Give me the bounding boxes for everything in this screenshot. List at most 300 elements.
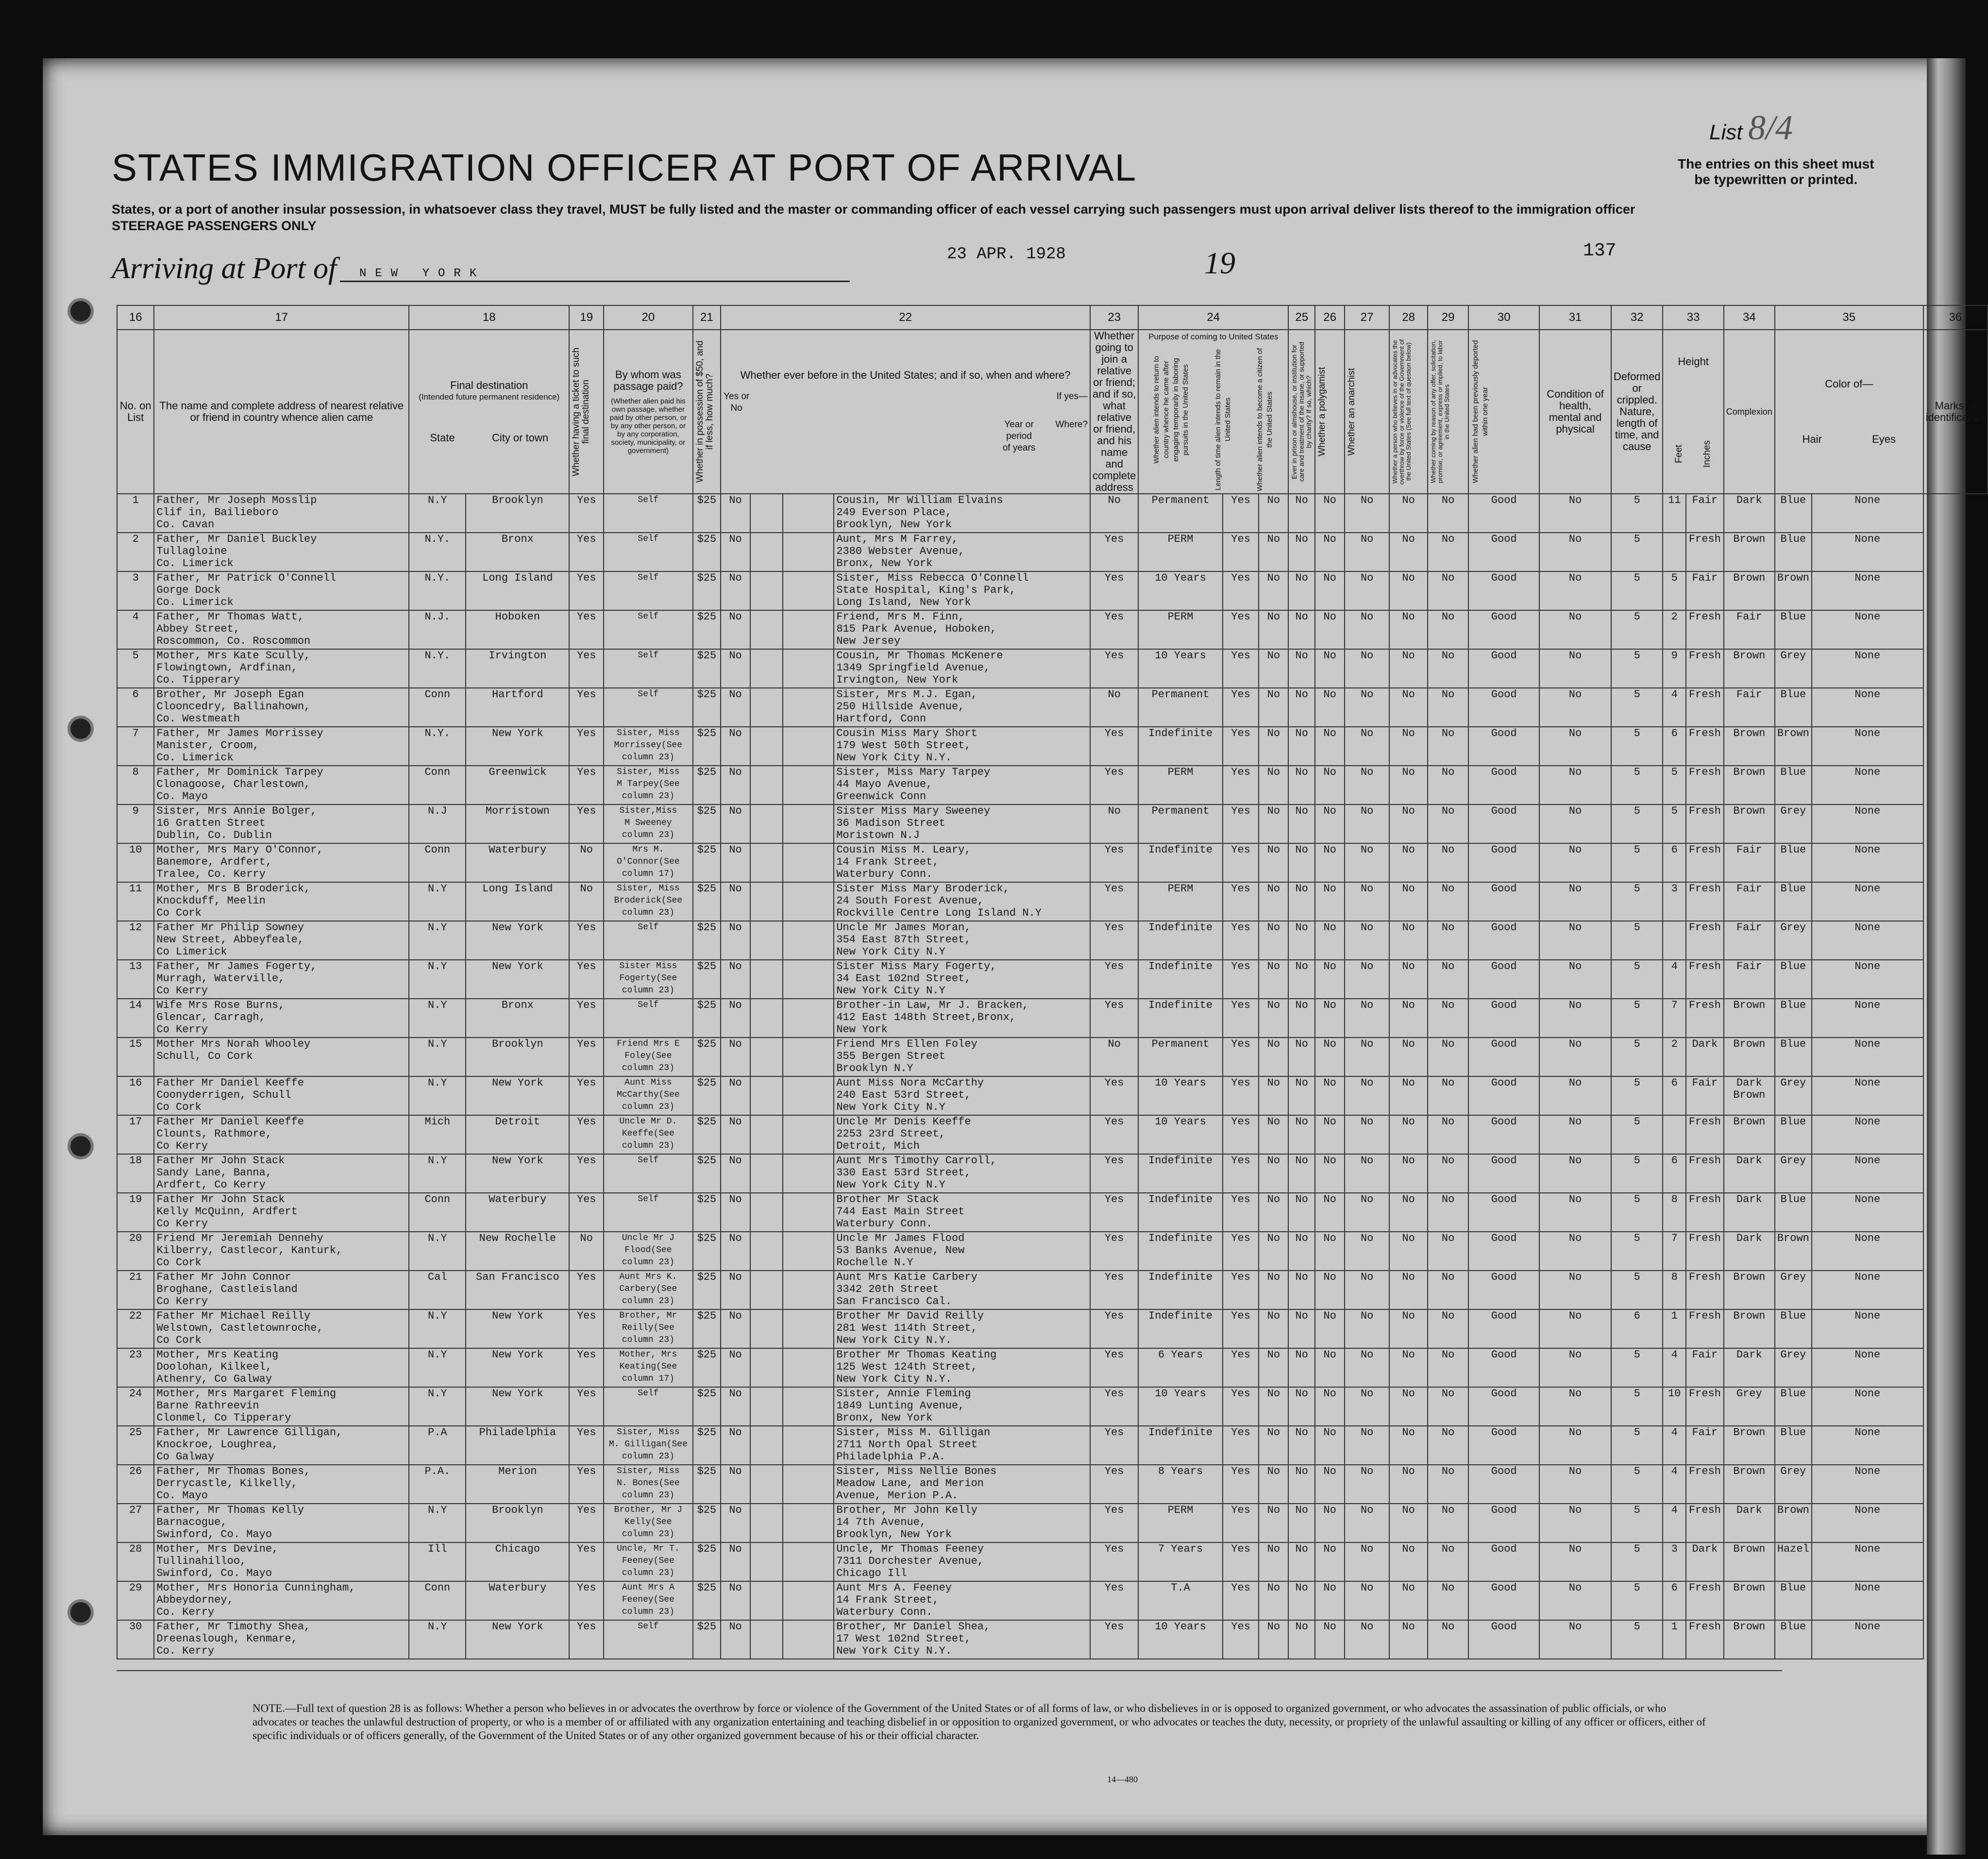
before-where [783,1620,834,1659]
overthrow-value: No [1345,494,1389,533]
col-destination-header [409,330,569,494]
page-number: 137 [1583,240,1617,261]
col-28-header [1389,330,1428,494]
passage-paid: Self [604,494,692,533]
return-intent: Yes [1090,1504,1138,1542]
overthrow-value: No [1345,1038,1389,1076]
before-us: No [721,494,750,533]
dest-state: Mich [409,1115,466,1154]
height-inches: 5 [1663,804,1685,843]
anarchist-value: No [1315,960,1345,999]
marks-value: None [1812,1309,1923,1348]
table-row [117,610,1988,649]
deported-value: No [1428,1504,1468,1542]
deported-value: No [1428,1271,1468,1309]
ticket-value: Yes [569,727,604,766]
ticket-value: Yes [569,804,604,843]
dest-state: N.Y [409,1309,466,1348]
health-value: Good [1468,882,1539,921]
health-value: Good [1468,1581,1539,1620]
row-number: 18 [117,1154,154,1193]
sheet-instructions-line1: The entries on this sheet must [1678,156,1874,171]
prison-value: No [1259,1426,1288,1465]
overthrow-value: No [1345,921,1389,960]
column-number: 26 [1315,305,1345,330]
before-years [750,688,783,727]
overthrow-value: No [1345,1387,1389,1426]
ticket-value: Yes [569,1542,604,1581]
hair-color: Dark [1724,1154,1775,1193]
height-inches: 4 [1663,1504,1685,1542]
anarchist-value: No [1315,1465,1345,1504]
stay-length: Indefinite [1138,1232,1222,1271]
column-header-row [117,330,1988,494]
before-years [750,921,783,960]
before-years [750,1271,783,1309]
money-value: $25 [693,571,721,610]
stay-length: 10 Years [1138,1076,1222,1115]
marks-value: None [1812,610,1923,649]
eye-color: Grey [1775,921,1812,960]
deported-value: No [1428,571,1468,610]
anarchist-value: No [1315,1542,1345,1581]
joining-relative: Sister, Miss M. Gilligan 2711 North Opal Street Philadelphia P.A. [834,1426,1090,1465]
ticket-value: Yes [569,688,604,727]
row-number: 19 [117,1193,154,1232]
before-where [783,610,834,649]
dest-state: N.Y [409,494,466,533]
hair-color: Brown [1724,1426,1775,1465]
joining-relative: Brother, Mr John Kelly 14 7th Avenue, Brooklyn, New York [834,1504,1090,1542]
dest-city: New York [466,921,569,960]
height-inches: 3 [1663,882,1685,921]
table-row [117,804,1988,843]
deformed-value: No [1539,1620,1611,1659]
before-years [750,1154,783,1193]
passage-paid: Self [604,688,692,727]
return-intent: Yes [1090,882,1138,921]
dest-city: Chicago [466,1542,569,1581]
hair-color: Brown [1724,804,1775,843]
dest-state: Conn [409,1193,466,1232]
hair-color: Brown [1724,1271,1775,1309]
height-inches: 9 [1663,649,1685,688]
citizen-intent: Yes [1223,1581,1259,1620]
passage-paid: Sister,Miss M Sweeney column 23) [604,804,692,843]
col-relative-header: The name and complete address of nearest relative or friend in country whence alien came [154,330,409,494]
joining-relative: Uncle Mr James Flood 53 Banks Avenue, New Rochelle N.Y [834,1232,1090,1271]
hair-color: Dark [1724,494,1775,533]
deported-value: No [1428,766,1468,804]
joining-relative: Brother Mr Stack 744 East Main Street Waterbury Conn. [834,1193,1090,1232]
return-intent: Yes [1090,1348,1138,1387]
prison-value: No [1259,1038,1288,1076]
dest-city: New York [466,727,569,766]
before-us: No [721,1426,750,1465]
stay-length: PERM [1138,610,1222,649]
col-30-header [1468,330,1539,494]
prison-value: No [1259,1232,1288,1271]
deformed-value: No [1539,1038,1611,1076]
relative-address: Father Mr John Stack Sandy Lane, Banna, Ardfert, Co Kerry [154,1154,409,1193]
column-number: 16 [117,305,154,330]
deported-value: No [1428,921,1468,960]
return-intent: Yes [1090,1620,1138,1659]
height-feet: 5 [1611,766,1663,804]
row-number: 7 [117,727,154,766]
before-where [783,727,834,766]
polygamist-value: No [1288,1465,1315,1504]
eye-color: Blue [1775,882,1812,921]
anarchist-value: No [1315,1426,1345,1465]
passage-paid: Sister, Miss M. Gilligan(See column 23) [604,1426,692,1465]
row-number: 23 [117,1348,154,1387]
return-intent: Yes [1090,1387,1138,1426]
eye-color: Blue [1775,999,1812,1038]
joining-relative: Aunt Mrs Katie Carbery 3342 20th Street San Francisco Cal. [834,1271,1090,1309]
table-row [117,960,1988,999]
prison-value: No [1259,1309,1288,1348]
eye-color: Brown [1775,727,1812,766]
where-label: Where? [1055,419,1088,430]
table-row [117,882,1988,921]
row-number: 8 [117,766,154,804]
relative-address: Father Mr John Connor Broghane, Castleisland Co Kerry [154,1271,409,1309]
citizen-intent: Yes [1223,999,1259,1038]
anarchist-label: Whether an anarchist [1347,368,1357,456]
eye-color: Grey [1775,804,1812,843]
dest-city: Waterbury [466,1581,569,1620]
height-inches: 5 [1663,571,1685,610]
height-inches [1663,921,1685,960]
passage-paid: Sister, Miss Morrissey(See column 23) [604,727,692,766]
return-intent: Yes [1090,1232,1138,1271]
height-feet: 5 [1611,1581,1663,1620]
height-feet: 5 [1611,882,1663,921]
passage-paid: Self [604,533,692,571]
dest-city: Brooklyn [466,1038,569,1076]
row-number: 29 [117,1581,154,1620]
column-number: 31 [1539,305,1611,330]
eye-color: Brown [1775,571,1812,610]
polygamist-value: No [1288,1309,1315,1348]
before-years [750,1076,783,1115]
health-value: Good [1468,1309,1539,1348]
polygamist-value: No [1288,727,1315,766]
table-row [117,1271,1988,1309]
polygamist-value: No [1288,843,1315,882]
deformed-value: No [1539,494,1611,533]
anarchist-value: No [1315,649,1345,688]
before-where [783,1193,834,1232]
years-label: Year or period of years [1002,419,1036,453]
overthrow-value: No [1345,1620,1389,1659]
passage-note: (Whether alien paid his own passage, whether paid by other person, or by any other person, or by any corporation, society, municipality, or government) [609,397,687,455]
deformed-value: No [1539,1232,1611,1271]
passage-paid: Self [604,999,692,1038]
passage-paid: Self [604,921,692,960]
health-value: Good [1468,1465,1539,1504]
return-intent: Yes [1090,1581,1138,1620]
col-joining-header: Whether going to join a relative or friend; and if so, what relative or friend, and his name and complete address [1090,330,1138,494]
citizen-intent: Yes [1223,1504,1259,1542]
overthrow-value: No [1345,571,1389,610]
row-number: 9 [117,804,154,843]
money-value: $25 [693,1232,721,1271]
hair-color: Fair [1724,843,1775,882]
polygamist-value: No [1288,1232,1315,1271]
table-row [117,766,1988,804]
complexion-value: Fresh [1686,766,1724,804]
deported-label: Whether alien had been previously deported within one year [1471,340,1490,484]
health-value: Good [1468,804,1539,843]
money-value: $25 [693,688,721,727]
deported-value: No [1428,1076,1468,1115]
dest-city: Brooklyn [466,1504,569,1542]
overthrow-value: No [1345,1076,1389,1115]
relative-address: Wife Mrs Rose Burns, Glencar, Carragh, Co Kerry [154,999,409,1038]
health-value: Good [1468,1038,1539,1076]
overthrow-value: No [1345,766,1389,804]
relative-address: Father Mr Michael Reilly Welstown, Castletownroche, Co Cork [154,1309,409,1348]
prison-value: No [1259,1620,1288,1659]
citizen-intent: Yes [1223,1076,1259,1115]
before-where [783,804,834,843]
year-prefix: 19 [1204,246,1235,280]
stay-length: T.A [1138,1581,1222,1620]
prison-value: No [1259,1348,1288,1387]
before-where [783,1465,834,1504]
return-intent: Yes [1090,921,1138,960]
table-row [117,921,1988,960]
height-feet: 5 [1611,999,1663,1038]
complexion-value: Dark [1686,1542,1724,1581]
complexion-value: Fresh [1686,1309,1724,1348]
overthrow-value: No [1345,1348,1389,1387]
height-feet: 5 [1611,1076,1663,1115]
intro-text [112,201,1635,234]
table-row [117,1154,1988,1193]
overthrow-value: No [1345,843,1389,882]
dest-city: New York [466,1076,569,1115]
passage-paid: Mother, Mrs Keating(See column 17) [604,1348,692,1387]
height-feet: 6 [1611,1309,1663,1348]
passage-paid: Sister, Miss M Tarpey(See column 23) [604,766,692,804]
deported-value: No [1428,1154,1468,1193]
money-value: $25 [693,960,721,999]
height-inches: 4 [1663,1465,1685,1504]
footnote-question-28: NOTE.—Full text of question 28 is as follows: Whether a person who believes in or advocates the overthrow by force or violence of the Government of the United States or of all forms of law, or who disbelieves in or is opposed to organized government, or who advocates the assassination of public officials, or who advocates or teaches the unlawful destruction of property, or who is a member of or affiliated with any organization entertaining and teaching disbelief in or opposition to organized government, or who advocates or teaches the duty, necessity, or propriety of the unlawful assaulting or killing of any officer or officers, either of specific individuals or of officers generally, of the Government of the United States or of any other organized government because of his or their official character. [253,1702,1706,1742]
marks-value: None [1812,1542,1923,1581]
stay-length: PERM [1138,882,1222,921]
column-number: 23 [1090,305,1138,330]
overthrow-value: No [1345,1504,1389,1542]
deported-value: No [1428,610,1468,649]
relative-address: Father Mr Daniel Keeffe Clounts, Rathmore, Co Kerry [154,1115,409,1154]
marks-value: None [1812,1426,1923,1465]
height-inches: 6 [1663,727,1685,766]
overthrow-value: No [1345,1309,1389,1348]
eye-color: Blue [1775,533,1812,571]
money-value: $25 [693,766,721,804]
marks-value: None [1812,1271,1923,1309]
health-value: Good [1468,1232,1539,1271]
hair-color: Brown [1724,1115,1775,1154]
complexion-value: Fresh [1686,1465,1724,1504]
complexion-value: Fresh [1686,1581,1724,1620]
form-code: 14—480 [1107,1775,1138,1784]
polygamist-value: No [1288,610,1315,649]
overthrow-value: No [1345,882,1389,921]
row-number: 28 [117,1542,154,1581]
column-number: 22 [721,305,1090,330]
money-value: $25 [693,1076,721,1115]
overthrow-label: Whether a person who believes in or advocates the overthrow by force or violence of the Government of the United States (See full text of question below) [1391,339,1413,485]
intro-line1: States, or a port of another insular possession, in whatsoever class they travel, MUST be fully listed and the master or commanding officer of each vessel carrying such passengers must upon arrival deliver lists thereof to the immigration officer [112,202,1635,217]
labor-offer-value: No [1389,1620,1428,1659]
return-intent: Yes [1090,610,1138,649]
anarchist-value: No [1315,494,1345,533]
money-value: $25 [693,727,721,766]
hair-color: Grey [1724,1387,1775,1426]
before-years [750,804,783,843]
table-row [117,571,1988,610]
overthrow-value: No [1345,533,1389,571]
dest-state: N.Y [409,1038,466,1076]
deformed-value: No [1539,649,1611,688]
height-inches: 8 [1663,1193,1685,1232]
marks-value: None [1812,649,1923,688]
table-row [117,1232,1988,1271]
height-feet: 5 [1611,533,1663,571]
prison-value: No [1259,999,1288,1038]
column-number: 32 [1611,305,1663,330]
row-number: 12 [117,921,154,960]
citizen-intent: Yes [1223,1193,1259,1232]
row-number: 24 [117,1387,154,1426]
ticket-value: Yes [569,1426,604,1465]
passenger-table [117,305,1988,1659]
before-years [750,843,783,882]
eye-color: Grey [1775,1271,1812,1309]
marks-value: None [1812,1076,1923,1115]
return-intent: Yes [1090,1271,1138,1309]
return-intent: Yes [1090,1193,1138,1232]
citizen-intent: Yes [1223,727,1259,766]
health-value: Good [1468,766,1539,804]
citizen-intent: Yes [1223,960,1259,999]
deformed-value: No [1539,1076,1611,1115]
hair-color: Dark Brown [1724,1076,1775,1115]
dest-state: N.Y [409,882,466,921]
inches-label: Inches [1702,440,1712,468]
money-value: $25 [693,494,721,533]
ticket-value: Yes [569,1115,604,1154]
dest-city: New Rochelle [466,1232,569,1271]
labor-offer-value: No [1389,999,1428,1038]
before-us: No [721,766,750,804]
table-row [117,999,1988,1038]
joining-relative: Sister Miss Mary Broderick, 24 South Forest Avenue, Rockville Centre Long Island N.Y [834,882,1090,921]
prison-value: No [1259,649,1288,688]
dest-state: N.Y [409,1620,466,1659]
before-us: No [721,1581,750,1620]
return-intent: No [1090,804,1138,843]
height-feet: 5 [1611,1465,1663,1504]
row-number: 2 [117,533,154,571]
height-inches: 2 [1663,1038,1685,1076]
before-years [750,727,783,766]
ticket-value: Yes [569,921,604,960]
intro-line2: STEERAGE PASSENGERS ONLY [112,218,317,233]
polygamist-value: No [1288,1076,1315,1115]
citizen-intent: Yes [1223,649,1259,688]
complexion-value: Fresh [1686,960,1724,999]
height-inches: 11 [1663,494,1685,533]
stay-length: 10 Years [1138,1387,1222,1426]
ticket-value: Yes [569,1154,604,1193]
dest-city: Brooklyn [466,494,569,533]
table-row [117,1387,1988,1426]
prison-value: No [1259,571,1288,610]
relative-address: Sister, Mrs Annie Bolger, 16 Gratten Street Dublin, Co. Dublin [154,804,409,843]
relative-address: Mother, Mrs Mary O'Connor, Banemore, Ardfert, Tralee, Co. Kerry [154,843,409,882]
deformed-value: No [1539,571,1611,610]
health-value: Good [1468,1542,1539,1581]
prison-value: No [1259,1387,1288,1426]
column-number: 19 [569,305,604,330]
before-years [750,766,783,804]
binder-hole [70,719,91,739]
height-inches: 7 [1663,999,1685,1038]
polygamist-value: No [1288,766,1315,804]
complexion-value: Fresh [1686,610,1724,649]
anarchist-value: No [1315,1193,1345,1232]
prison-value: No [1259,533,1288,571]
row-number: 6 [117,688,154,727]
joining-relative: Brother-in Law, Mr J. Bracken, 412 East 148th Street,Bronx, New York [834,999,1090,1038]
eye-color: Blue [1775,1193,1812,1232]
before-us: No [721,1465,750,1504]
ticket-value: No [569,1232,604,1271]
prison-value: No [1259,804,1288,843]
marks-value: None [1812,921,1923,960]
before-us: No [721,1115,750,1154]
row-number: 20 [117,1232,154,1271]
column-number: 34 [1724,305,1775,330]
joining-relative: Cousin, Mr William Elvains 249 Everson Place, Brooklyn, New York [834,494,1090,533]
polygamist-label: Whether a polygamist [1317,367,1328,456]
deported-value: No [1428,1232,1468,1271]
before-where [783,571,834,610]
height-feet: 5 [1611,610,1663,649]
hair-color: Brown [1724,999,1775,1038]
polygamist-value: No [1288,1193,1315,1232]
passage-paid: Mrs M. O'Connor(See column 17) [604,843,692,882]
dest-city: Bronx [466,999,569,1038]
money-value: $25 [693,1115,721,1154]
labor-offer-value: No [1389,1504,1428,1542]
ticket-value: Yes [569,1271,604,1309]
height-inches: 7 [1663,1232,1685,1271]
before-where [783,1387,834,1426]
prison-value: No [1259,1193,1288,1232]
before-years [750,1426,783,1465]
hair-color: Dark [1724,1504,1775,1542]
labor-offer-value: No [1389,688,1428,727]
relative-address: Friend Mr Jeremiah Dennehy Kilberry, Castlecor, Kanturk, Co Cork [154,1232,409,1271]
if-yes-label: If yes— [1056,391,1088,402]
